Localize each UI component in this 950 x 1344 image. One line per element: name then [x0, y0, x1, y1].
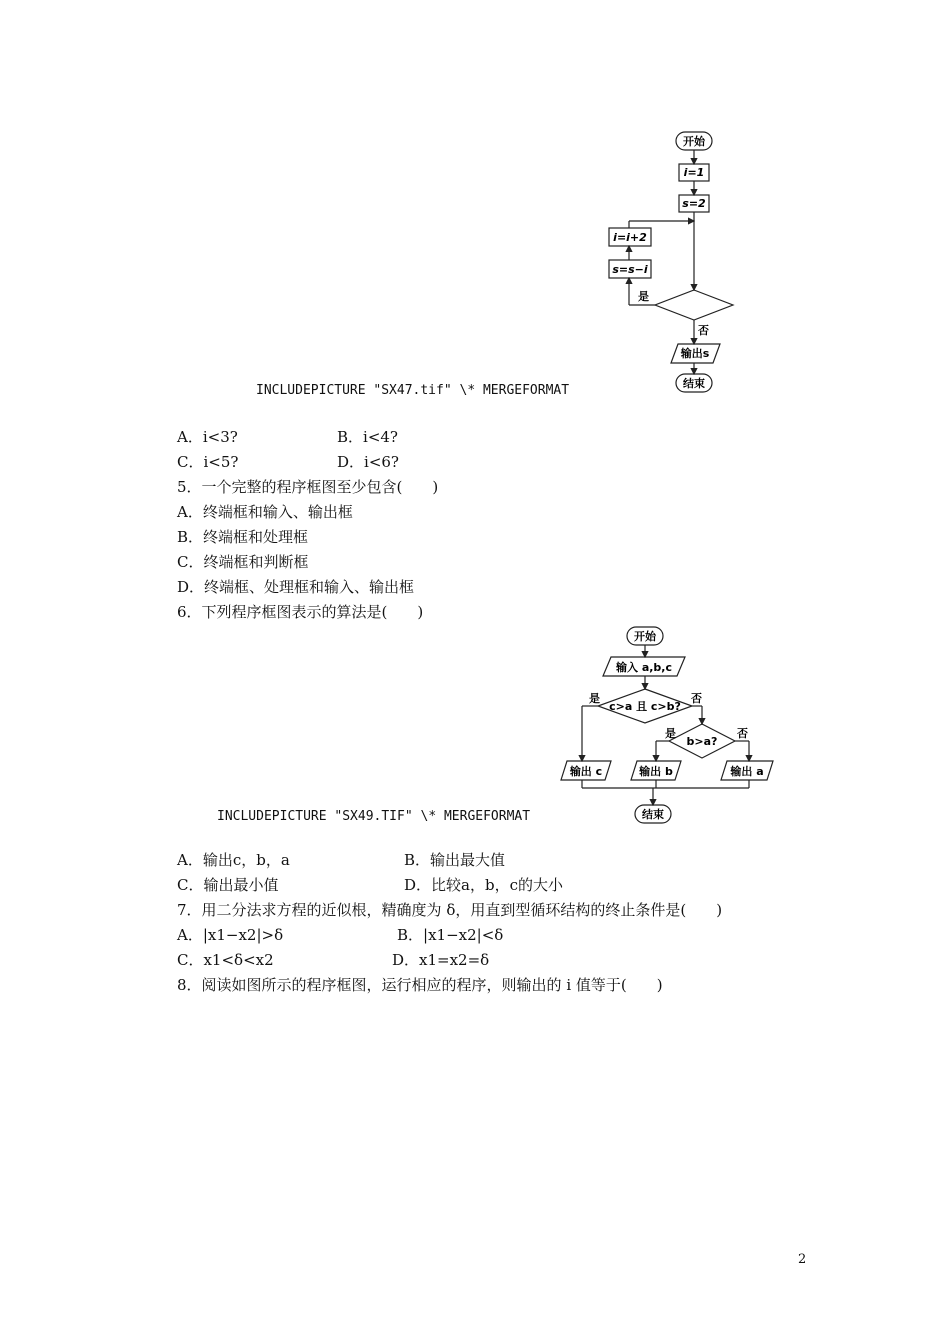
q4-option-d: D．i<6? [337, 453, 399, 471]
page-number: 2 [798, 1252, 807, 1267]
flow2-yes-1-label: 是 [589, 692, 600, 705]
flowchart-1 [600, 125, 760, 400]
flow2-yes-2-label: 是 [665, 727, 676, 740]
q6-option-c: C．输出最小值 [177, 876, 279, 894]
flow1-output-label: 输出s [680, 347, 710, 360]
flow2-no-2-label: 否 [737, 727, 748, 740]
flow1-start-label: 开始 [683, 135, 705, 148]
q4-option-a: A．i<3? [177, 428, 238, 446]
flow1-end-label: 结束 [683, 377, 705, 390]
q7-option-b: B．|x1−x2|<δ [397, 926, 504, 944]
q7-option-a: A．|x1−x2|>δ [177, 926, 284, 944]
q4-option-c: C．i<5? [177, 453, 239, 471]
include-picture-2: INCLUDEPICTURE "SX49.TIF" \* MERGEFORMAT [217, 809, 531, 824]
flow2-output-a-label: 输出 a [730, 765, 764, 778]
flow2-output-b-label: 输出 b [639, 765, 673, 778]
q4-option-b: B．i<4? [337, 428, 398, 446]
q5-option-b: B．终端框和处理框 [177, 528, 309, 546]
flow2-input-label: 输入 a,b,c [615, 661, 673, 674]
flow1-update-s-label: s=s−i [612, 263, 648, 276]
q5-stem: 5．一个完整的程序框图至少包含( ) [177, 478, 439, 496]
q7-stem: 7．用二分法求方程的近似根，精确度为 δ，用直到型循环结构的终止条件是( ) [177, 901, 723, 919]
flow1-yes-label: 是 [638, 290, 649, 303]
q6-option-d: D．比较a，b，c的大小 [404, 876, 563, 894]
q6-option-a: A．输出c，b，a [177, 851, 290, 869]
flow1-decision [655, 290, 733, 320]
q5-option-d: D．终端框、处理框和输入、输出框 [177, 578, 415, 596]
q5-option-c: C．终端框和判断框 [177, 553, 309, 571]
flow1-update-i-label: i=i+2 [613, 231, 647, 244]
flowchart-2 [555, 620, 785, 830]
q7-option-c: C．x1<δ<x2 [177, 951, 274, 969]
flow1-no-label: 否 [698, 324, 709, 337]
include-picture-1: INCLUDEPICTURE "SX47.tif" \* MERGEFORMAT [256, 383, 570, 398]
q5-option-a: A．终端框和输入、输出框 [177, 503, 353, 521]
flow2-start-label: 开始 [634, 630, 656, 643]
flow2-decision-1-label: c>a 且 c>b? [609, 700, 681, 713]
q8-stem: 8．阅读如图所示的程序框图，运行相应的程序，则输出的 i 值等于( ) [177, 976, 663, 994]
q6-stem: 6．下列程序框图表示的算法是( ) [177, 603, 424, 621]
q6-option-b: B．输出最大值 [404, 851, 506, 869]
flow2-end-label: 结束 [642, 808, 664, 821]
flow1-init-i-label: i=1 [683, 166, 705, 179]
flow2-no-1-label: 否 [691, 692, 702, 705]
flow1-init-s-label: s=2 [682, 197, 706, 210]
flow2-decision-2-label: b>a? [686, 735, 718, 748]
q7-option-d: D．x1=x2=δ [392, 951, 490, 969]
flow2-output-c-label: 输出 c [569, 765, 603, 778]
